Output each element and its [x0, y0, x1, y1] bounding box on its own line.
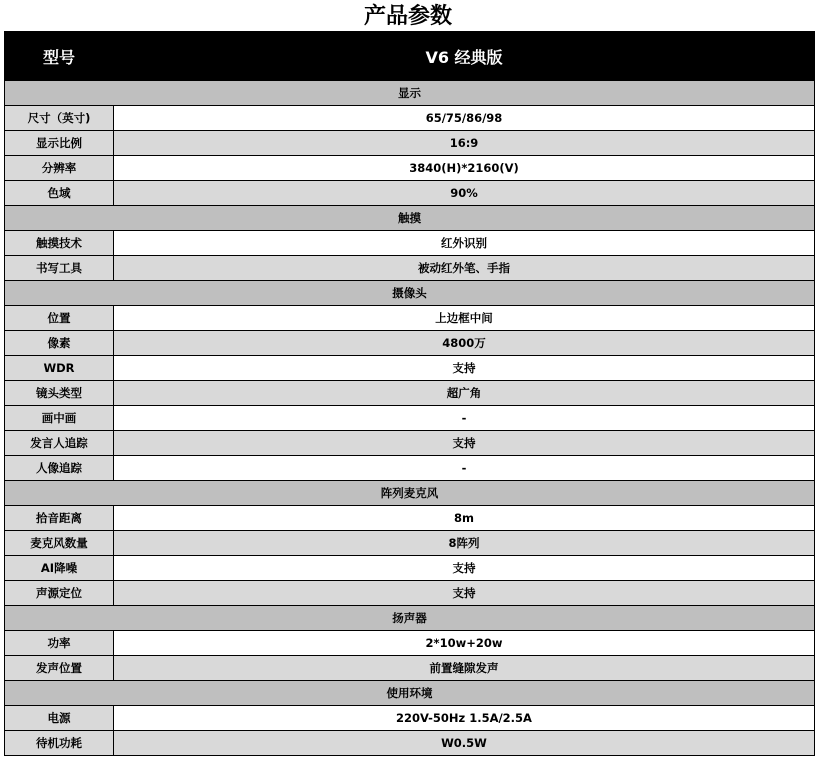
section-title: 摄像头 — [5, 281, 815, 306]
spec-value: 超广角 — [114, 381, 815, 406]
table-row — [5, 431, 815, 456]
table-row — [5, 531, 815, 556]
spec-label: 发声位置 — [5, 656, 114, 681]
spec-value: 16:9 — [114, 131, 815, 156]
spec-label: 功率 — [5, 631, 114, 656]
spec-label: 位置 — [5, 306, 114, 331]
model-label: 型号 — [5, 32, 114, 81]
table-header-row — [5, 32, 815, 81]
spec-label: 色域 — [5, 181, 114, 206]
spec-label: 声源定位 — [5, 581, 114, 606]
spec-label: 麦克风数量 — [5, 531, 114, 556]
table-row — [5, 506, 815, 531]
spec-label: 镜头类型 — [5, 381, 114, 406]
section-title: 使用环境 — [5, 681, 815, 706]
spec-value: 上边框中间 — [114, 306, 815, 331]
spec-label: 像素 — [5, 331, 114, 356]
table-row — [5, 106, 815, 131]
section-title: 触摸 — [5, 206, 815, 231]
spec-value: 220V-50Hz 1.5A/2.5A — [114, 706, 815, 731]
spec-label: 画中画 — [5, 406, 114, 431]
spec-value: - — [114, 456, 815, 481]
spec-value: 8m — [114, 506, 815, 531]
spec-label: 发言人追踪 — [5, 431, 114, 456]
spec-body — [5, 81, 815, 756]
spec-value: - — [114, 406, 815, 431]
section-title: 阵列麦克风 — [5, 481, 815, 506]
spec-value: 8阵列 — [114, 531, 815, 556]
table-row — [5, 181, 815, 206]
table-row — [5, 731, 815, 756]
spec-value: 65/75/86/98 — [114, 106, 815, 131]
spec-value: 支持 — [114, 356, 815, 381]
table-row — [5, 631, 815, 656]
spec-label: 分辨率 — [5, 156, 114, 181]
spec-value: W0.5W — [114, 731, 815, 756]
table-row — [5, 456, 815, 481]
spec-value: 4800万 — [114, 331, 815, 356]
spec-label: AI降噪 — [5, 556, 114, 581]
spec-table — [4, 31, 815, 756]
spec-value: 前置缝隙发声 — [114, 656, 815, 681]
spec-label: 触摸技术 — [5, 231, 114, 256]
table-row — [5, 381, 815, 406]
spec-value: 被动红外笔、手指 — [114, 256, 815, 281]
spec-label: 待机功耗 — [5, 731, 114, 756]
spec-label: 人像追踪 — [5, 456, 114, 481]
page-title: 产品参数 — [363, 4, 452, 29]
table-row — [5, 581, 815, 606]
spec-value: 支持 — [114, 556, 815, 581]
section-row — [5, 606, 815, 631]
table-row — [5, 256, 815, 281]
table-row — [5, 706, 815, 731]
model-value: V6 经典版 — [114, 32, 815, 81]
spec-value: 2*10w+20w — [114, 631, 815, 656]
spec-value: 支持 — [114, 431, 815, 456]
spec-label: 拾音距离 — [5, 506, 114, 531]
spec-label: 书写工具 — [5, 256, 114, 281]
section-title: 扬声器 — [5, 606, 815, 631]
spec-value: 3840(H)*2160(V) — [114, 156, 815, 181]
spec-label: 显示比例 — [5, 131, 114, 156]
table-row — [5, 156, 815, 181]
section-row — [5, 681, 815, 706]
section-row — [5, 81, 815, 106]
section-row — [5, 481, 815, 506]
section-row — [5, 206, 815, 231]
spec-label: 尺寸（英寸) — [5, 106, 114, 131]
table-row — [5, 131, 815, 156]
table-row — [5, 406, 815, 431]
table-row — [5, 331, 815, 356]
table-row — [5, 231, 815, 256]
spec-value: 红外识别 — [114, 231, 815, 256]
spec-label: 电源 — [5, 706, 114, 731]
spec-label: WDR — [5, 356, 114, 381]
table-row — [5, 306, 815, 331]
section-row — [5, 281, 815, 306]
table-row — [5, 356, 815, 381]
table-row — [5, 556, 815, 581]
spec-value: 90% — [114, 181, 815, 206]
table-row — [5, 656, 815, 681]
spec-value: 支持 — [114, 581, 815, 606]
section-title: 显示 — [5, 81, 815, 106]
